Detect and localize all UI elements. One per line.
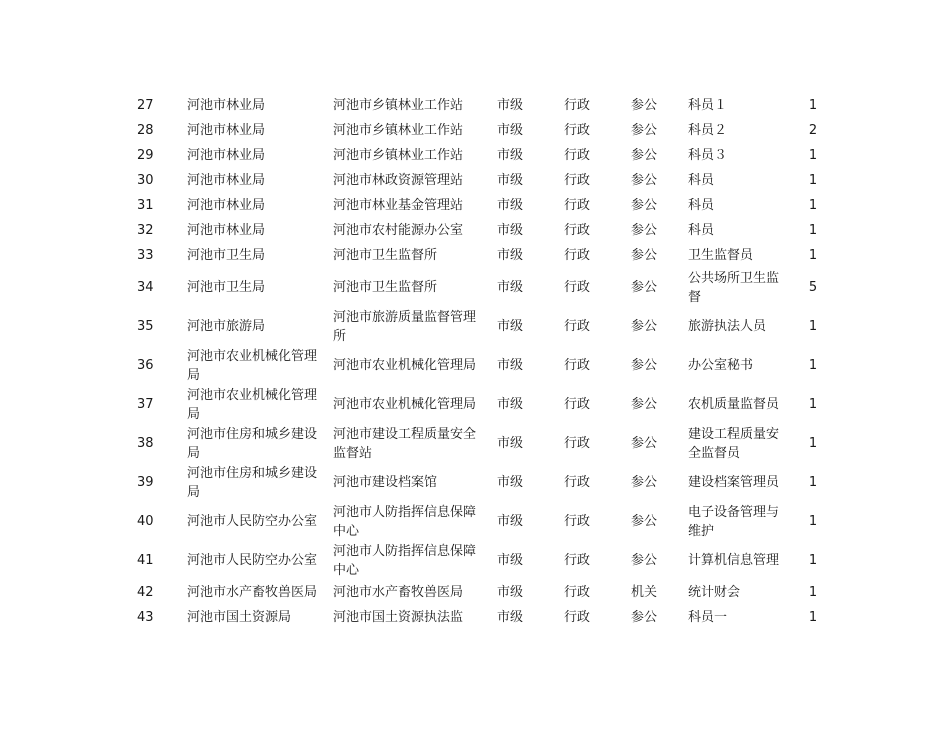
level-cell: 市级: [497, 173, 524, 188]
hiring-unit-cell: 河池市农业机械化管理局: [187, 348, 318, 383]
headcount-cell: 1: [808, 436, 818, 451]
staff-nature-cell: 参公: [631, 475, 658, 490]
table-row: [131, 580, 832, 605]
post-type-cell: 行政: [564, 248, 591, 263]
headcount-cell: 1: [808, 358, 818, 373]
position-name-cell: 卫生监督员: [688, 248, 754, 263]
table-row: [131, 385, 832, 424]
post-type-cell: 行政: [564, 514, 591, 529]
row-number-cell: 41: [137, 553, 154, 568]
table-row: [131, 541, 832, 580]
post-type-cell: 行政: [564, 148, 591, 163]
level-cell: 市级: [497, 123, 524, 138]
hiring-unit-cell: 河池市卫生局: [187, 248, 266, 263]
recruitment-table: [131, 93, 832, 630]
level-cell: 市级: [497, 436, 524, 451]
position-name-cell: 科员１: [688, 98, 728, 113]
headcount-cell: 1: [808, 610, 818, 625]
position-name-cell: 科员２: [688, 123, 728, 138]
post-type-cell: 行政: [564, 553, 591, 568]
position-name-cell: 建设工程质量安全监督员: [688, 426, 780, 461]
staff-nature-cell: 参公: [631, 148, 658, 163]
level-cell: 市级: [497, 280, 524, 295]
headcount-cell: 1: [808, 173, 818, 188]
post-type-cell: 行政: [564, 475, 591, 490]
row-number-cell: 39: [137, 475, 154, 490]
position-name-cell: 计算机信息管理: [688, 553, 780, 568]
table-row: [131, 143, 832, 168]
row-number-cell: 43: [137, 610, 154, 625]
position-name-cell: 建设档案管理员: [688, 475, 780, 490]
department-cell: 河池市乡镇林业工作站: [333, 123, 464, 138]
staff-nature-cell: 机关: [631, 585, 658, 600]
position-name-cell: 科员一: [688, 610, 728, 625]
headcount-cell: 1: [808, 319, 818, 334]
row-number-cell: 36: [137, 358, 154, 373]
department-cell: 河池市卫生监督所: [333, 280, 438, 295]
row-number-cell: 35: [137, 319, 154, 334]
staff-nature-cell: 参公: [631, 173, 658, 188]
row-number-cell: 34: [137, 280, 154, 295]
row-number-cell: 38: [137, 436, 154, 451]
hiring-unit-cell: 河池市林业局: [187, 148, 266, 163]
department-cell: 河池市林政资源管理站: [333, 173, 464, 188]
staff-nature-cell: 参公: [631, 248, 658, 263]
hiring-unit-cell: 河池市林业局: [187, 173, 266, 188]
table-row: [131, 168, 832, 193]
department-cell: 河池市农业机械化管理局: [333, 397, 477, 412]
headcount-cell: 1: [808, 585, 818, 600]
position-name-cell: 公共场所卫生监督: [688, 270, 780, 305]
recruitment-table-body: [131, 93, 832, 630]
staff-nature-cell: 参公: [631, 610, 658, 625]
level-cell: 市级: [497, 198, 524, 213]
hiring-unit-cell: 河池市林业局: [187, 98, 266, 113]
row-number-cell: 40: [137, 514, 154, 529]
department-cell: 河池市卫生监督所: [333, 248, 438, 263]
position-name-cell: 科员: [688, 223, 715, 238]
row-number-cell: 27: [137, 98, 154, 113]
staff-nature-cell: 参公: [631, 98, 658, 113]
hiring-unit-cell: 河池市林业局: [187, 223, 266, 238]
post-type-cell: 行政: [564, 397, 591, 412]
post-type-cell: 行政: [564, 436, 591, 451]
table-row: [131, 243, 832, 268]
department-cell: 河池市人防指挥信息保障中心: [333, 543, 477, 578]
staff-nature-cell: 参公: [631, 553, 658, 568]
position-name-cell: 农机质量监督员: [688, 397, 780, 412]
table-row: [131, 605, 832, 630]
position-name-cell: 电子设备管理与维护: [688, 504, 780, 539]
headcount-cell: 1: [808, 198, 818, 213]
hiring-unit-cell: 河池市卫生局: [187, 280, 266, 295]
row-number-cell: 42: [137, 585, 154, 600]
department-cell: 河池市旅游质量监督管理所: [333, 309, 477, 344]
position-name-cell: 办公室秘书: [688, 358, 754, 373]
table-row: [131, 218, 832, 243]
table-row: [131, 424, 832, 463]
hiring-unit-cell: 河池市旅游局: [187, 319, 266, 334]
level-cell: 市级: [497, 514, 524, 529]
department-cell: 河池市国土资源执法监: [333, 610, 464, 625]
table-row: [131, 268, 832, 307]
level-cell: 市级: [497, 475, 524, 490]
post-type-cell: 行政: [564, 319, 591, 334]
department-cell: 河池市乡镇林业工作站: [333, 148, 464, 163]
headcount-cell: 1: [808, 514, 818, 529]
staff-nature-cell: 参公: [631, 358, 658, 373]
row-number-cell: 29: [137, 148, 154, 163]
department-cell: 河池市建设工程质量安全监督站: [333, 426, 477, 461]
staff-nature-cell: 参公: [631, 514, 658, 529]
table-row: [131, 307, 832, 346]
department-cell: 河池市人防指挥信息保障中心: [333, 504, 477, 539]
headcount-cell: 1: [808, 223, 818, 238]
level-cell: 市级: [497, 98, 524, 113]
level-cell: 市级: [497, 397, 524, 412]
headcount-cell: 2: [808, 123, 818, 138]
staff-nature-cell: 参公: [631, 319, 658, 334]
staff-nature-cell: 参公: [631, 123, 658, 138]
position-name-cell: 科员３: [688, 148, 728, 163]
level-cell: 市级: [497, 553, 524, 568]
table-row: [131, 93, 832, 118]
row-number-cell: 30: [137, 173, 154, 188]
table-row: [131, 118, 832, 143]
staff-nature-cell: 参公: [631, 436, 658, 451]
headcount-cell: 5: [808, 280, 818, 295]
staff-nature-cell: 参公: [631, 223, 658, 238]
post-type-cell: 行政: [564, 223, 591, 238]
hiring-unit-cell: 河池市人民防空办公室: [187, 553, 318, 568]
level-cell: 市级: [497, 585, 524, 600]
hiring-unit-cell: 河池市林业局: [187, 123, 266, 138]
department-cell: 河池市农村能源办公室: [333, 223, 464, 238]
hiring-unit-cell: 河池市林业局: [187, 198, 266, 213]
headcount-cell: 1: [808, 475, 818, 490]
hiring-unit-cell: 河池市住房和城乡建设局: [187, 426, 318, 461]
post-type-cell: 行政: [564, 123, 591, 138]
row-number-cell: 32: [137, 223, 154, 238]
table-row: [131, 193, 832, 218]
post-type-cell: 行政: [564, 98, 591, 113]
department-cell: 河池市林业基金管理站: [333, 198, 464, 213]
table-row: [131, 463, 832, 502]
position-name-cell: 统计财会: [688, 585, 741, 600]
headcount-cell: 1: [808, 248, 818, 263]
level-cell: 市级: [497, 319, 524, 334]
headcount-cell: 1: [808, 98, 818, 113]
headcount-cell: 1: [808, 397, 818, 412]
staff-nature-cell: 参公: [631, 397, 658, 412]
level-cell: 市级: [497, 223, 524, 238]
table-row: [131, 346, 832, 385]
position-name-cell: 科员: [688, 173, 715, 188]
staff-nature-cell: 参公: [631, 198, 658, 213]
hiring-unit-cell: 河池市水产畜牧兽医局: [187, 585, 318, 600]
hiring-unit-cell: 河池市住房和城乡建设局: [187, 465, 318, 500]
level-cell: 市级: [497, 148, 524, 163]
headcount-cell: 1: [808, 148, 818, 163]
row-number-cell: 33: [137, 248, 154, 263]
department-cell: 河池市农业机械化管理局: [333, 358, 477, 373]
level-cell: 市级: [497, 248, 524, 263]
staff-nature-cell: 参公: [631, 280, 658, 295]
department-cell: 河池市水产畜牧兽医局: [333, 585, 464, 600]
row-number-cell: 28: [137, 123, 154, 138]
department-cell: 河池市建设档案馆: [333, 475, 438, 490]
post-type-cell: 行政: [564, 173, 591, 188]
post-type-cell: 行政: [564, 198, 591, 213]
row-number-cell: 37: [137, 397, 154, 412]
post-type-cell: 行政: [564, 358, 591, 373]
headcount-cell: 1: [808, 553, 818, 568]
position-name-cell: 旅游执法人员: [688, 319, 767, 334]
hiring-unit-cell: 河池市国土资源局: [187, 610, 292, 625]
level-cell: 市级: [497, 610, 524, 625]
department-cell: 河池市乡镇林业工作站: [333, 98, 464, 113]
post-type-cell: 行政: [564, 585, 591, 600]
level-cell: 市级: [497, 358, 524, 373]
table-row: [131, 502, 832, 541]
hiring-unit-cell: 河池市人民防空办公室: [187, 514, 318, 529]
hiring-unit-cell: 河池市农业机械化管理局: [187, 387, 318, 422]
post-type-cell: 行政: [564, 280, 591, 295]
post-type-cell: 行政: [564, 610, 591, 625]
row-number-cell: 31: [137, 198, 154, 213]
position-name-cell: 科员: [688, 198, 715, 213]
